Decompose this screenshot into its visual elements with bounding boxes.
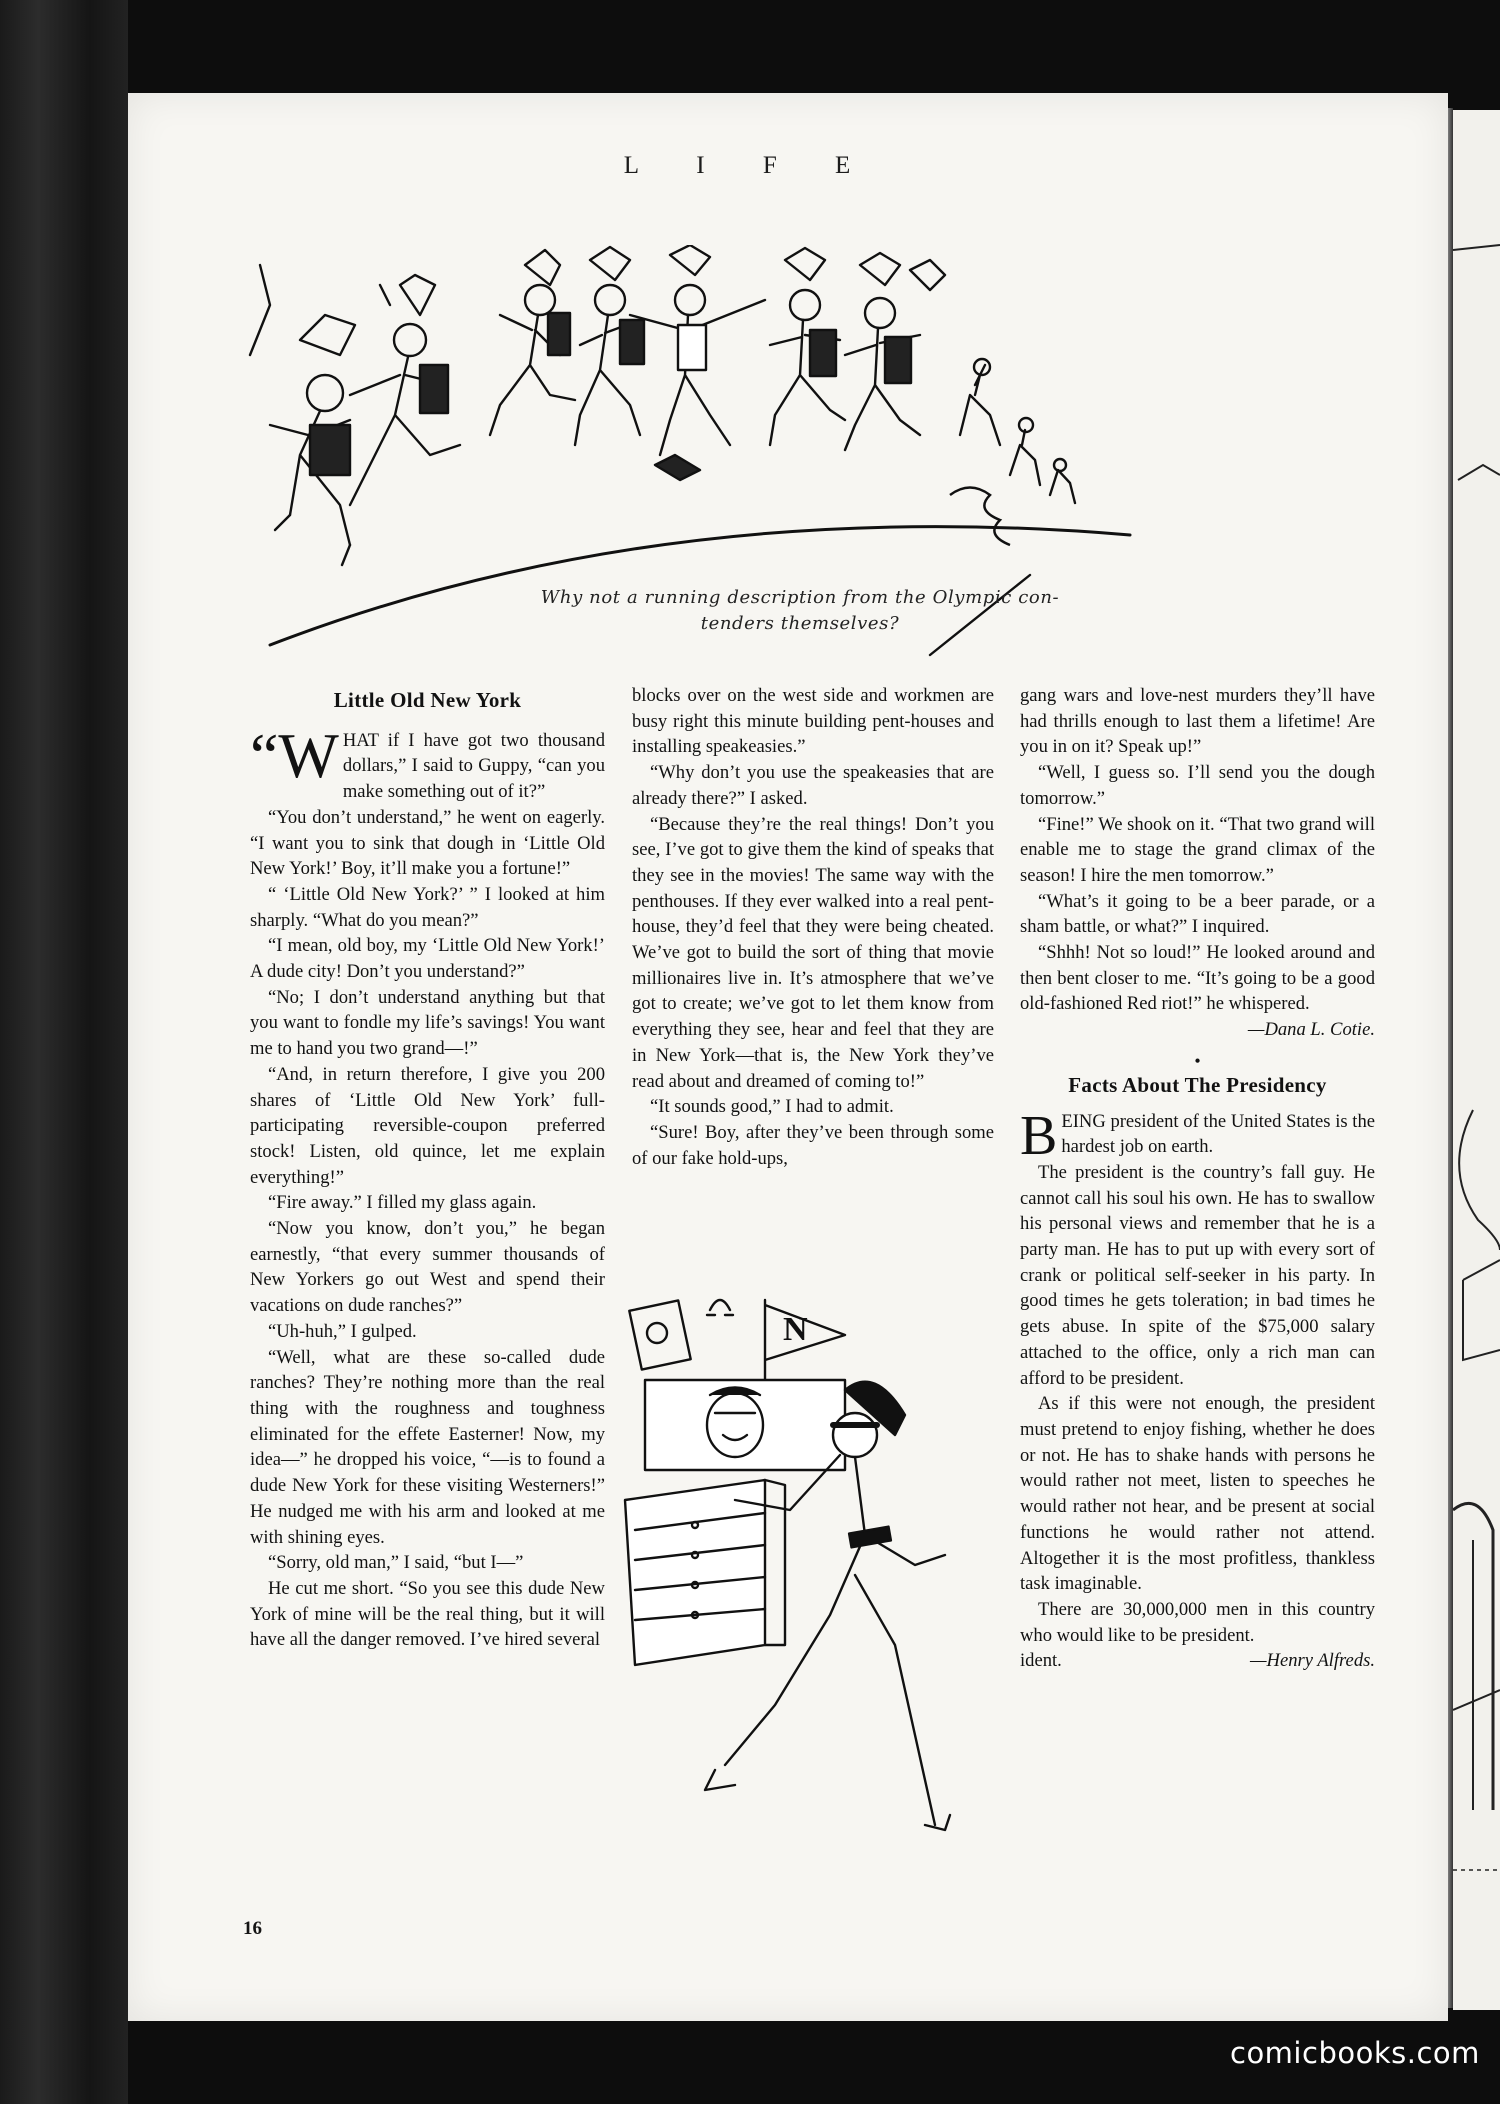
scan-background [0, 0, 128, 2104]
cartoon-caption [440, 585, 1160, 637]
article-paragraph: The president is the country’s fall guy. He cannot call his soul his own. He has to swallow his personal views and remember that he is a party man. He has to put up with every sort of crank or political self-seeker in his party. In good times he gets toleration; in bad times he gets abuse. In spite of the $75,000 salary attached to the office, only a rich man can afford to be president. [1020, 1161, 1375, 1389]
article-paragraph: “Well, what are these so-called dude ranches? They’re nothing more than the real thing with the roughness and toughness eliminated for the effete Easterner! Now, my idea—” he dropped his voice, “—is to found a dude New York for these visiting Westerners!” He nudged me with his arm and looked at me with shining eyes. [250, 1346, 605, 1548]
article-paragraph: “Shhh! Not so loud!” He looked around and then bent closer to me. “It’s going to be a good old-fashioned Red riot!” he whispered. [1020, 942, 1375, 1015]
artist-signature-mark [950, 488, 1010, 546]
article-paragraph: “Sorry, old man,” I said, “but I—” [268, 1552, 524, 1574]
article-paragraph: “Now you know, don’t you,” he began earnestly, “that every summer thousands of New Yorkers go out West and spend their vacations on dude ranches?” [250, 1218, 605, 1317]
dresser-cartoon [615, 1285, 1000, 1855]
article-paragraph: “It sounds good,” I had to admit. [650, 1096, 894, 1118]
closing-word: ident. [1020, 1650, 1062, 1672]
caption-line-2: tenders themselves? [700, 613, 900, 634]
article-column-3 [1020, 683, 1375, 1674]
article-paragraph: “Sure! Boy, after they’ve been through some of our fake hold-ups, [632, 1121, 994, 1169]
masthead: L I F E [623, 152, 877, 179]
author-signature: —Henry Alfreds. [1250, 1650, 1375, 1672]
drop-cap: B [1020, 1104, 1058, 1167]
svg-text:N: N [783, 1311, 808, 1348]
site-watermark: comicbooks.com [1230, 2036, 1480, 2070]
article-paragraph: He cut me short. “So you see this dude New York of mine will be the real thing, but it will have all the danger removed. I’ve hired several [250, 1577, 605, 1651]
page-number: 16 [243, 1918, 262, 1939]
article-closing-line [1020, 1648, 1375, 1674]
facing-page-edge [1453, 110, 1500, 2010]
facing-page-sketch [1453, 110, 1500, 2010]
article-title-presidency: Facts About The Presidency [1068, 1072, 1327, 1097]
article-paragraph: gang wars and love-nest murders they’ll have had thrills enough to last them a lifetime! Are you in on it? Speak up!” [1020, 685, 1375, 758]
article-paragraph: “Fire away.” I filled my glass again. [268, 1192, 537, 1214]
article-paragraph: “No; I don’t understand anything but that you want to fondle my life’s savings! You want me to hand you two grand—!” [250, 986, 605, 1060]
article-paragraph: “Why don’t you use the speakeasies that are already there?” I asked. [632, 762, 994, 809]
article-paragraph: “Well, I guess so. I’ll send you the dough tomorrow.” [1020, 762, 1375, 809]
article-paragraph: “ ‘Little Old New York?’ ” I looked at him sharply. “What do you mean?” [250, 883, 605, 931]
drop-cap: “W [250, 719, 339, 791]
article-paragraph: “You don’t understand,” he went on eagerly. “I want you to sink that dough in ‘Little Old New York!’ Boy, it’ll make you a fortune!” [250, 806, 605, 880]
article-paragraph: “I mean, old boy, my ‘Little Old New York!’ A dude city! Don’t you understand?” [250, 935, 605, 983]
caption-line-1: Why not a running description from the Olympic con- [540, 587, 1060, 608]
section-separator: • [1194, 1050, 1201, 1071]
article-column-2 [632, 683, 994, 1171]
article-paragraph: “Because they’re the real things! Don’t you see, I’ve got to give them the kind of speaks that they see in the movies! The same way with the penthouses. If they ever walked into a real pent-house, they’d feel that they were being cheated. We’ve got to build the sort of thing that movie millionaires live in. It’s atmosphere that we’ve got to create; we’ve got to let them know from everything they see, hear and feel that they are in New York—that is, the New York they’ve read about and dreamed of coming to!” [632, 813, 994, 1092]
article-paragraph: “And, in return therefore, I give you 200 shares of ‘Little Old New York’ full-participating reversible-coupon preferred stock! Listen, old quince, let me explain everything!” [250, 1063, 605, 1188]
article-paragraph: “WHAT if I have got two thousand dollars,” I said to Guppy, “can you make something out of it?” [250, 719, 605, 803]
article-paragraph: BEING president of the United States is the hardest job on earth. [1020, 1104, 1375, 1167]
article-paragraph: “Uh-huh,” I gulped. [268, 1320, 417, 1342]
author-signature: —Dana L. Cotie. [1247, 1019, 1375, 1041]
article-paragraph: “Fine!” We shook on it. “That two grand will enable me to stage the grand climax of the season! I hire the men tomorrow.” [1020, 813, 1375, 886]
article-column-1 [250, 688, 605, 1653]
article-paragraph: There are 30,000,000 men in this country who would like to be president. [1020, 1598, 1375, 1646]
article-paragraph: blocks over on the west side and workmen are busy right this minute building pent-houses and installing speakeasies.” [632, 685, 994, 758]
article-paragraph: “What’s it going to be a beer parade, or a sham battle, or what?” I inquired. [1020, 890, 1375, 938]
article-paragraph: As if this were not enough, the president must pretend to enjoy fishing, whether he does or not. He has to shake hands with persons he would rather not meet, listen to speeches he would rather not hear, and be present at social functions he would rather not attend. Altogether it is the most profitless, thankless task imaginable. [1020, 1393, 1375, 1595]
article-title-little-old-new-york: Little Old New York [333, 688, 522, 712]
